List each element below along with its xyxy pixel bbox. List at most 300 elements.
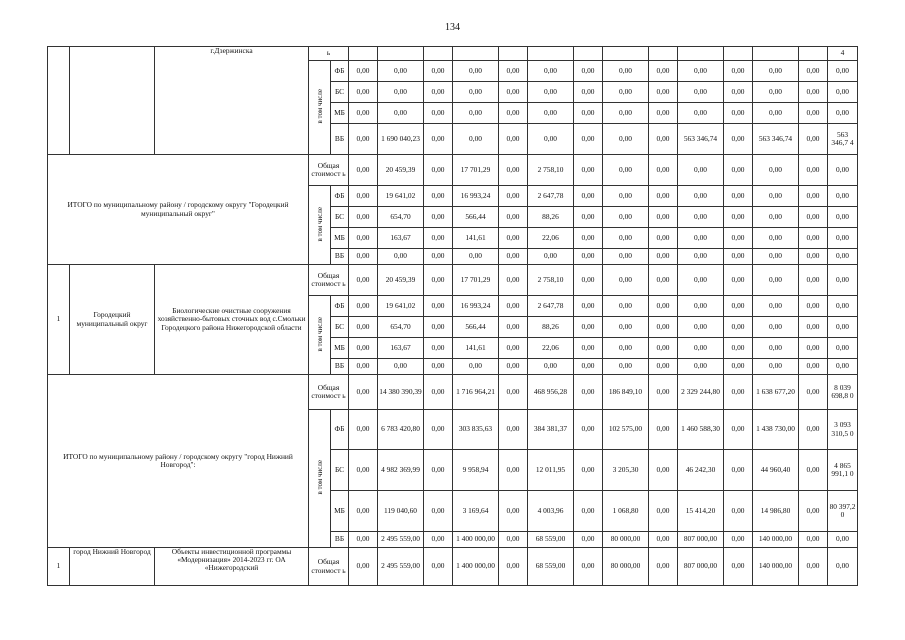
value-cell: 0,00 [499, 317, 528, 338]
value-cell: 0,00 [603, 103, 649, 124]
value-cell: 163,67 [378, 228, 424, 249]
funding-source-cell: БС [331, 317, 349, 338]
funding-source-cell: БС [331, 450, 349, 491]
value-cell: 0,00 [799, 375, 828, 410]
value-cell: 141,61 [453, 338, 499, 359]
value-cell: 0,00 [799, 491, 828, 532]
value-cell: 0,00 [528, 103, 574, 124]
value-cell: 0,00 [603, 228, 649, 249]
value-cell: 0,00 [574, 359, 603, 375]
value-cell: 16 993,24 [453, 186, 499, 207]
value-cell: 0,00 [603, 265, 649, 296]
value-cell [453, 47, 499, 61]
value-cell: 0,00 [678, 338, 724, 359]
value-cell: 140 000,00 [753, 532, 799, 548]
value-cell: 0,00 [453, 61, 499, 82]
value-cell: 0,00 [349, 61, 378, 82]
value-cell: 0,00 [424, 103, 453, 124]
value-cell [574, 47, 603, 61]
value-cell: 0,00 [349, 207, 378, 228]
value-cell: 303 835,63 [453, 410, 499, 450]
value-cell: 563 346,74 [678, 124, 724, 155]
value-cell: 0,00 [799, 359, 828, 375]
table-row [48, 47, 858, 61]
value-cell: 0,00 [678, 155, 724, 186]
value-cell: 563 346,74 [753, 124, 799, 155]
value-cell: 0,00 [424, 82, 453, 103]
value-cell: 0,00 [799, 207, 828, 228]
value-cell: 1 400 000,00 [453, 548, 499, 586]
funding-source-cell: МБ [331, 228, 349, 249]
table-body [48, 47, 858, 586]
value-cell: 0,00 [424, 375, 453, 410]
value-cell: 0,00 [799, 265, 828, 296]
value-cell: 15 414,20 [678, 491, 724, 532]
value-cell: 163,67 [378, 338, 424, 359]
value-cell: 563 346,7 4 [828, 124, 858, 155]
value-cell: 0,00 [603, 124, 649, 155]
value-cell: 0,00 [378, 82, 424, 103]
value-cell: 0,00 [574, 249, 603, 265]
value-cell: 0,00 [603, 155, 649, 186]
value-cell: 4 865 991,1 0 [828, 450, 858, 491]
value-cell: 0,00 [574, 124, 603, 155]
value-cell: 2 647,78 [528, 296, 574, 317]
value-cell: 807 000,00 [678, 532, 724, 548]
value-cell: 0,00 [724, 338, 753, 359]
value-cell: 0,00 [678, 207, 724, 228]
value-cell: 0,00 [378, 249, 424, 265]
value-cell: 0,00 [349, 103, 378, 124]
value-cell: 0,00 [499, 338, 528, 359]
municipality-cell: город Нижний Новгород [70, 548, 155, 586]
value-cell: 0,00 [678, 82, 724, 103]
value-cell: 46 242,30 [678, 450, 724, 491]
value-cell: 0,00 [499, 548, 528, 586]
value-cell: 0,00 [753, 338, 799, 359]
num-cell [48, 47, 70, 155]
value-cell: 0,00 [349, 249, 378, 265]
value-cell: 0,00 [574, 410, 603, 450]
value-cell: 22,06 [528, 228, 574, 249]
value-cell: 0,00 [799, 548, 828, 586]
value-cell: 0,00 [724, 103, 753, 124]
value-cell: 0,00 [799, 228, 828, 249]
value-cell: 0,00 [574, 207, 603, 228]
num-cell: 1 [48, 265, 70, 375]
including-label-text: в том числе [315, 206, 324, 242]
value-cell: 0,00 [828, 338, 858, 359]
value-cell: 0,00 [349, 548, 378, 586]
value-cell: 0,00 [799, 249, 828, 265]
value-cell: 0,00 [349, 186, 378, 207]
funding-source-cell: МБ [331, 338, 349, 359]
table-row [48, 265, 858, 296]
value-cell: 17 701,29 [453, 265, 499, 296]
value-cell: 0,00 [799, 410, 828, 450]
value-cell: 0,00 [753, 296, 799, 317]
value-cell: 102 575,00 [603, 410, 649, 450]
value-cell: 0,00 [828, 61, 858, 82]
value-cell: 0,00 [649, 228, 678, 249]
value-cell: 0,00 [424, 410, 453, 450]
value-cell: 0,00 [649, 532, 678, 548]
object-name-cell: г.Дзержинска [155, 47, 309, 155]
value-cell: 0,00 [603, 207, 649, 228]
funding-source-cell: ФБ [331, 61, 349, 82]
value-cell: 0,00 [603, 61, 649, 82]
value-cell: 0,00 [724, 249, 753, 265]
value-cell: 0,00 [753, 82, 799, 103]
value-cell: 0,00 [499, 82, 528, 103]
value-cell: 0,00 [799, 124, 828, 155]
value-cell: 0,00 [349, 228, 378, 249]
value-cell: 0,00 [828, 532, 858, 548]
value-cell: 16 993,24 [453, 296, 499, 317]
funding-source-cell: ВБ [331, 124, 349, 155]
value-cell: 0,00 [724, 491, 753, 532]
total-cost-label: Общая стоимост ь [309, 155, 349, 186]
value-cell: 186 849,10 [603, 375, 649, 410]
value-cell: 22,06 [528, 338, 574, 359]
value-cell: 807 000,00 [678, 548, 724, 586]
value-cell: 80 397,2 0 [828, 491, 858, 532]
value-cell [799, 47, 828, 61]
value-cell: 0,00 [603, 359, 649, 375]
value-cell: 0,00 [349, 155, 378, 186]
value-cell: 1 400 000,00 [453, 532, 499, 548]
value-cell: 0,00 [828, 296, 858, 317]
value-cell: 0,00 [574, 296, 603, 317]
value-cell: 6 783 420,80 [378, 410, 424, 450]
table-row [48, 375, 858, 410]
value-cell: 0,00 [499, 61, 528, 82]
value-cell: 2 495 559,00 [378, 532, 424, 548]
value-cell: 0,00 [753, 61, 799, 82]
value-cell: 0,00 [453, 249, 499, 265]
value-cell [378, 47, 424, 61]
value-cell: 4 003,96 [528, 491, 574, 532]
value-cell: 1 716 964,21 [453, 375, 499, 410]
value-cell: 0,00 [603, 249, 649, 265]
value-cell: 0,00 [574, 82, 603, 103]
value-cell: 0,00 [649, 249, 678, 265]
value-cell: 0,00 [349, 450, 378, 491]
value-cell: 12 011,95 [528, 450, 574, 491]
funding-source-cell: ФБ [331, 186, 349, 207]
value-cell: 0,00 [799, 155, 828, 186]
municipality-cell: Городецкий муниципальный округ [70, 265, 155, 375]
value-cell: 0,00 [753, 359, 799, 375]
value-cell: 20 459,39 [378, 155, 424, 186]
value-cell: 0,00 [724, 410, 753, 450]
value-cell: 0,00 [574, 338, 603, 359]
including-label [309, 410, 331, 548]
value-cell: 0,00 [424, 207, 453, 228]
value-cell: 0,00 [499, 532, 528, 548]
value-cell: 2 647,78 [528, 186, 574, 207]
value-cell: 0,00 [799, 317, 828, 338]
value-cell: 0,00 [574, 491, 603, 532]
object-name-cell: Объекты инвестиционной программы «Модернизация» 2014-2023 гг. ОА «Нижегородский [155, 548, 309, 586]
value-cell: 0,00 [603, 186, 649, 207]
value-cell: 0,00 [499, 103, 528, 124]
value-cell: 0,00 [574, 61, 603, 82]
including-label [309, 296, 331, 375]
value-cell: 0,00 [649, 207, 678, 228]
value-cell: 654,70 [378, 207, 424, 228]
value-cell: 566,44 [453, 207, 499, 228]
funding-source-cell: БС [331, 82, 349, 103]
value-cell: 0,00 [574, 265, 603, 296]
value-cell: 0,00 [574, 103, 603, 124]
value-cell: 0,00 [574, 375, 603, 410]
value-cell: 141,61 [453, 228, 499, 249]
value-cell: 1 638 677,20 [753, 375, 799, 410]
value-cell: 0,00 [424, 249, 453, 265]
total-cost-label: Общая стоимост ь [309, 375, 349, 410]
value-cell: 0,00 [424, 155, 453, 186]
value-cell [678, 47, 724, 61]
value-cell: 0,00 [499, 450, 528, 491]
value-cell: 0,00 [724, 450, 753, 491]
value-cell: 3 169,64 [453, 491, 499, 532]
value-cell: 0,00 [799, 186, 828, 207]
value-cell: 0,00 [724, 265, 753, 296]
value-cell: 0,00 [724, 548, 753, 586]
value-cell: 0,00 [649, 186, 678, 207]
value-cell: 88,26 [528, 207, 574, 228]
value-cell: 0,00 [349, 532, 378, 548]
value-cell: 0,00 [424, 186, 453, 207]
value-cell: 0,00 [678, 265, 724, 296]
value-cell: 0,00 [753, 317, 799, 338]
value-cell: 2 495 559,00 [378, 548, 424, 586]
funding-source-cell: ФБ [331, 296, 349, 317]
value-cell: 0,00 [499, 228, 528, 249]
funding-source-cell: ВБ [331, 532, 349, 548]
value-cell: 0,00 [799, 82, 828, 103]
value-cell: 1 690 040,23 [378, 124, 424, 155]
value-cell: 2 758,10 [528, 155, 574, 186]
value-cell: 14 380 390,39 [378, 375, 424, 410]
value-cell: 0,00 [678, 317, 724, 338]
value-cell [349, 47, 378, 61]
value-cell: 4 982 369,99 [378, 450, 424, 491]
value-cell: 0,00 [724, 186, 753, 207]
value-cell: 654,70 [378, 317, 424, 338]
value-cell: 0,00 [753, 249, 799, 265]
value-cell: 0,00 [678, 103, 724, 124]
value-cell [649, 47, 678, 61]
value-cell: 0,00 [828, 155, 858, 186]
value-cell: 0,00 [349, 338, 378, 359]
value-cell: 0,00 [499, 296, 528, 317]
including-label [309, 186, 331, 265]
value-cell: 0,00 [724, 207, 753, 228]
value-cell: 0,00 [649, 450, 678, 491]
value-cell: 0,00 [603, 338, 649, 359]
value-cell: 0,00 [349, 82, 378, 103]
value-cell: 80 000,00 [603, 532, 649, 548]
value-cell: 0,00 [574, 317, 603, 338]
value-cell: 0,00 [828, 265, 858, 296]
value-cell: 0,00 [649, 82, 678, 103]
value-cell [753, 47, 799, 61]
value-cell: 0,00 [424, 359, 453, 375]
value-cell: 8 039 698,8 0 [828, 375, 858, 410]
value-cell: 0,00 [724, 228, 753, 249]
value-cell: 2 329 244,80 [678, 375, 724, 410]
value-cell: 0,00 [349, 375, 378, 410]
value-cell: 1 068,80 [603, 491, 649, 532]
value-cell: 2 758,10 [528, 265, 574, 296]
value-cell: 0,00 [603, 317, 649, 338]
funding-source-cell: МБ [331, 103, 349, 124]
value-cell: 0,00 [753, 228, 799, 249]
value-cell: 0,00 [828, 82, 858, 103]
value-cell: 0,00 [724, 155, 753, 186]
value-cell: 0,00 [753, 103, 799, 124]
value-cell: 20 459,39 [378, 265, 424, 296]
value-cell: 0,00 [799, 450, 828, 491]
value-cell: 0,00 [424, 450, 453, 491]
value-cell: 0,00 [424, 532, 453, 548]
value-cell: 0,00 [828, 186, 858, 207]
value-cell: 0,00 [603, 296, 649, 317]
budget-table [47, 46, 858, 586]
value-cell: 0,00 [724, 124, 753, 155]
value-cell: 44 960,40 [753, 450, 799, 491]
value-cell: 0,00 [678, 296, 724, 317]
value-cell: 1 460 588,30 [678, 410, 724, 450]
value-cell: 0,00 [499, 124, 528, 155]
value-cell: 0,00 [828, 249, 858, 265]
value-cell: 0,00 [574, 155, 603, 186]
value-cell: 0,00 [753, 207, 799, 228]
total-cost-label: Общая стоимост ь [309, 265, 349, 296]
value-cell: 0,00 [349, 359, 378, 375]
value-cell: 0,00 [724, 359, 753, 375]
value-cell: 0,00 [574, 450, 603, 491]
value-cell: 0,00 [349, 410, 378, 450]
value-cell: 0,00 [528, 249, 574, 265]
value-cell: 68 559,00 [528, 532, 574, 548]
including-label-text: в том числе [315, 89, 324, 124]
value-cell: 0,00 [649, 359, 678, 375]
value-cell: 0,00 [649, 491, 678, 532]
value-cell: 0,00 [349, 491, 378, 532]
value-cell: 19 641,02 [378, 296, 424, 317]
value-cell: 0,00 [499, 265, 528, 296]
value-cell [603, 47, 649, 61]
value-cell: 0,00 [724, 375, 753, 410]
value-cell: 0,00 [424, 61, 453, 82]
value-cell: 0,00 [378, 61, 424, 82]
funding-source-cell: МБ [331, 491, 349, 532]
value-cell: 0,00 [453, 82, 499, 103]
value-cell: 0,00 [678, 249, 724, 265]
value-cell: 0,00 [649, 296, 678, 317]
page-number: 134 [445, 22, 460, 33]
value-cell: 0,00 [799, 103, 828, 124]
value-cell: 0,00 [424, 548, 453, 586]
value-cell: 0,00 [528, 359, 574, 375]
value-cell: 0,00 [574, 228, 603, 249]
value-cell: 0,00 [453, 103, 499, 124]
table-row [48, 548, 858, 586]
value-cell: 0,00 [828, 228, 858, 249]
value-cell: 0,00 [378, 359, 424, 375]
value-cell: 0,00 [349, 317, 378, 338]
value-cell: 384 381,37 [528, 410, 574, 450]
value-cell: 0,00 [574, 532, 603, 548]
value-cell: 4 [828, 47, 858, 61]
including-label [309, 61, 331, 155]
total-label-cell: ИТОГО по муниципальному району / городскому округу "город Нижний Новгород": [48, 375, 309, 548]
value-cell: 0,00 [649, 410, 678, 450]
value-cell: 0,00 [678, 228, 724, 249]
value-cell: 0,00 [753, 265, 799, 296]
value-cell: 0,00 [828, 317, 858, 338]
value-cell: 0,00 [499, 207, 528, 228]
value-cell: 0,00 [678, 359, 724, 375]
value-cell: 0,00 [724, 296, 753, 317]
value-cell: 468 956,28 [528, 375, 574, 410]
value-cell: 0,00 [499, 155, 528, 186]
total-label-cell: ИТОГО по муниципальному району / городскому округу "Городецкий муниципальный округ" [48, 155, 309, 265]
value-cell: 0,00 [828, 359, 858, 375]
value-cell: 0,00 [799, 338, 828, 359]
value-cell: 0,00 [828, 548, 858, 586]
value-cell: 0,00 [499, 359, 528, 375]
value-cell: 88,26 [528, 317, 574, 338]
value-cell: 0,00 [724, 82, 753, 103]
value-cell: 0,00 [528, 82, 574, 103]
value-cell: 0,00 [424, 296, 453, 317]
value-cell: 0,00 [349, 265, 378, 296]
header-label-cell: ь [309, 47, 349, 61]
value-cell [724, 47, 753, 61]
value-cell: 0,00 [799, 296, 828, 317]
value-cell: 0,00 [424, 338, 453, 359]
object-name-cell: Биологические очистные сооружения хозяйственно-бытовых сточных вод с.Смольки Городецкого района Нижегородской области [155, 265, 309, 375]
value-cell: 566,44 [453, 317, 499, 338]
value-cell: 0,00 [724, 532, 753, 548]
value-cell: 0,00 [649, 124, 678, 155]
value-cell: 0,00 [499, 491, 528, 532]
value-cell: 119 040,60 [378, 491, 424, 532]
value-cell: 0,00 [424, 228, 453, 249]
value-cell: 0,00 [603, 82, 649, 103]
value-cell: 3 205,30 [603, 450, 649, 491]
value-cell: 0,00 [799, 532, 828, 548]
including-label-text: в том числе [315, 460, 324, 495]
funding-source-cell: БС [331, 207, 349, 228]
value-cell: 0,00 [378, 103, 424, 124]
funding-source-cell: ВБ [331, 249, 349, 265]
municipality-cell [70, 47, 155, 155]
value-cell: 0,00 [649, 265, 678, 296]
value-cell: 0,00 [649, 155, 678, 186]
value-cell: 19 641,02 [378, 186, 424, 207]
value-cell: 80 000,00 [603, 548, 649, 586]
value-cell: 0,00 [424, 124, 453, 155]
value-cell: 0,00 [649, 317, 678, 338]
value-cell: 0,00 [724, 317, 753, 338]
value-cell: 0,00 [528, 124, 574, 155]
value-cell: 0,00 [424, 317, 453, 338]
